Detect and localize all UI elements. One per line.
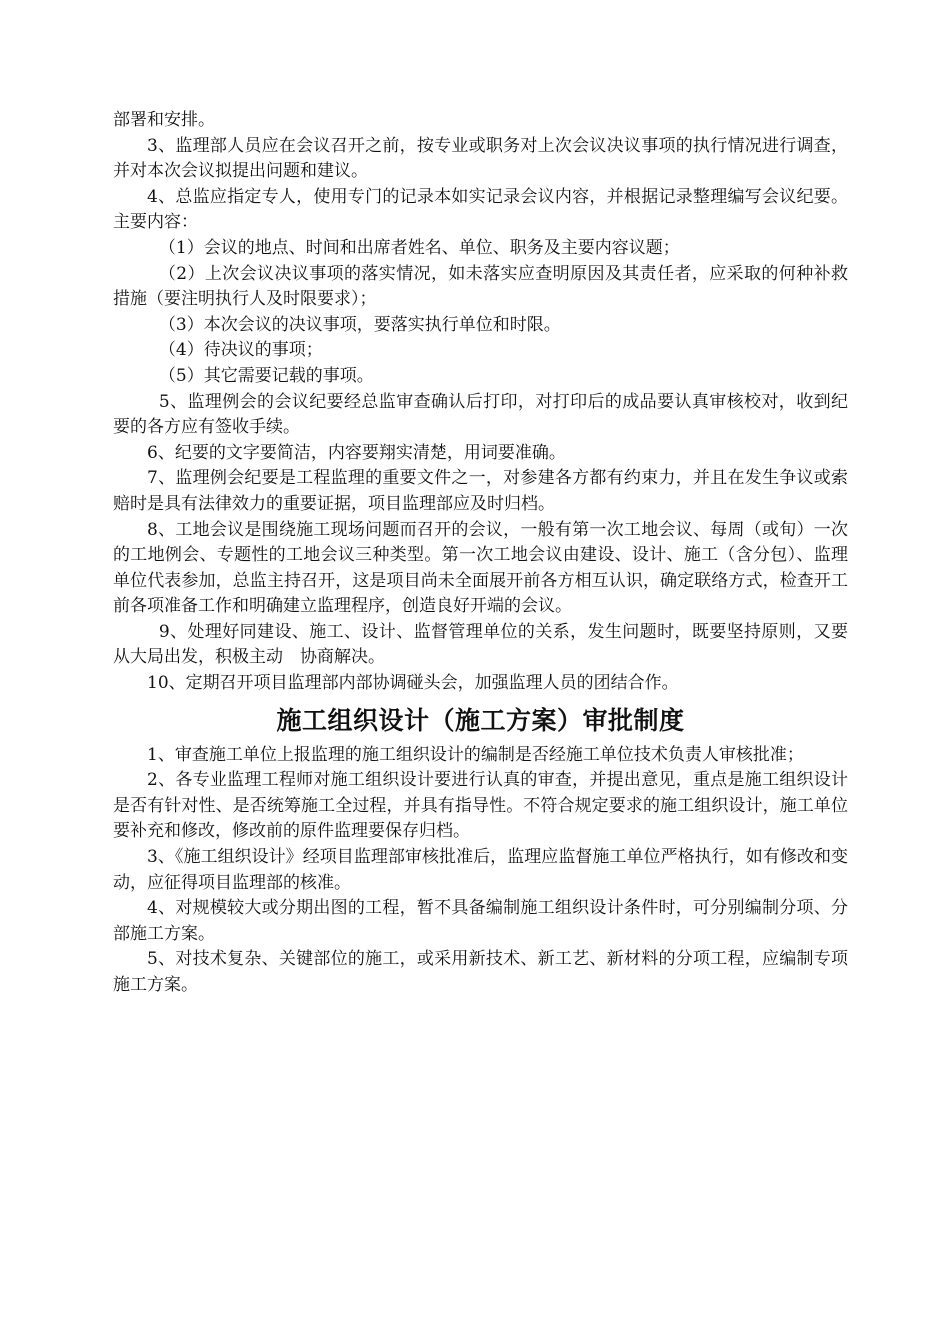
paragraph: 部署和安排。 xyxy=(113,110,215,130)
paragraph: 6、纪要的文字要简洁，内容要翔实清楚，用词要准确。 xyxy=(147,442,566,463)
list-item: （3）本次会议的决议事项，要落实执行单位和时限。 xyxy=(158,314,561,335)
paragraph: 8、工地会议是围绕施工现场问题而召开的会议，一般有第一次工地会议、每周（或旬）一次的工地例会、专题性的工地会议三种类型。第一次工地会议由建设、设计、施工（含分包）、监理单位代表参加，总监主持召开，这是项目尚未全面展开前各方相互认识，确定联络方式，检查开工前各项准备工作和明确建立监理程序，创造良好开端的会议。 xyxy=(113,519,848,617)
list-item: （5）其它需要记载的事项。 xyxy=(158,365,374,386)
paragraph: 3、监理部人员应在会议召开之前，按专业或职务对上次会议决议事项的执行情况进行调查，并对本次会议拟提出问题和建议。 xyxy=(113,135,848,182)
list-item: （1）会议的地点、时间和出席者姓名、单位、职务及主要内容议题； xyxy=(158,237,680,258)
paragraph: 2、各专业监理工程师对施工组织设计要进行认真的审查，并提出意见，重点是施工组织设计是否有针对性、是否统筹施工全过程，并具有指导性。不符合规定要求的施工组织设计，施工单位要补充和修改，修改前的原件监理要保存归档。 xyxy=(113,770,848,842)
paragraph: 5、对技术复杂、关键部位的施工，或采用新技术、新工艺、新材料的分项工程，应编制专项施工方案。 xyxy=(113,949,848,995)
paragraph: 4、对规模较大或分期出图的工程，暂不具备编制施工组织设计条件时，可分别编制分项、分部施工方案。 xyxy=(113,898,848,944)
document-body xyxy=(113,108,848,999)
paragraph: 4、总监应指定专人，使用专门的记录本如实记录会议内容，并根据记录整理编写会议纪要。主要内容： xyxy=(113,186,848,233)
list-item: （2）上次会议决议事项的落实情况，如未落实应查明原因及其责任者，应采取的何种补救措施（要注明执行人及时限要求）； xyxy=(113,263,848,310)
section-construction-plan-approval xyxy=(113,743,848,999)
section-meeting-rules xyxy=(113,108,848,697)
paragraph: 10、定期召开项目监理部内部协调碰头会，加强监理人员的团结合作。 xyxy=(147,673,679,694)
paragraph: 1、审查施工单位上报监理的施工组织设计的编制是否经施工单位技术负责人审核批准； xyxy=(147,744,804,765)
section-title: 施工组织设计（施工方案）审批制度 xyxy=(276,705,685,735)
paragraph: 3、《施工组织设计》经项目监理部审核批准后，监理应监督施工单位严格执行，如有修改和变动，应征得项目监理部的核准。 xyxy=(113,847,848,893)
list-item: （4）待决议的事项； xyxy=(158,340,323,361)
paragraph: 9、处理好同建设、施工、设计、监督管理单位的关系，发生问题时，既要坚持原则，又要从大局出发，积极主动 协商解决。 xyxy=(113,621,848,668)
paragraph: 7、监理例会纪要是工程监理的重要文件之一，对参建各方都有约束力，并且在发生争议或索赔时是具有法律效力的重要证据，项目监理部应及时归档。 xyxy=(113,468,848,514)
paragraph: 5、监理例会的会议纪要经总监审查确认后打印，对打印后的成品要认真审核校对，收到纪要的各方应有签收手续。 xyxy=(113,391,848,438)
